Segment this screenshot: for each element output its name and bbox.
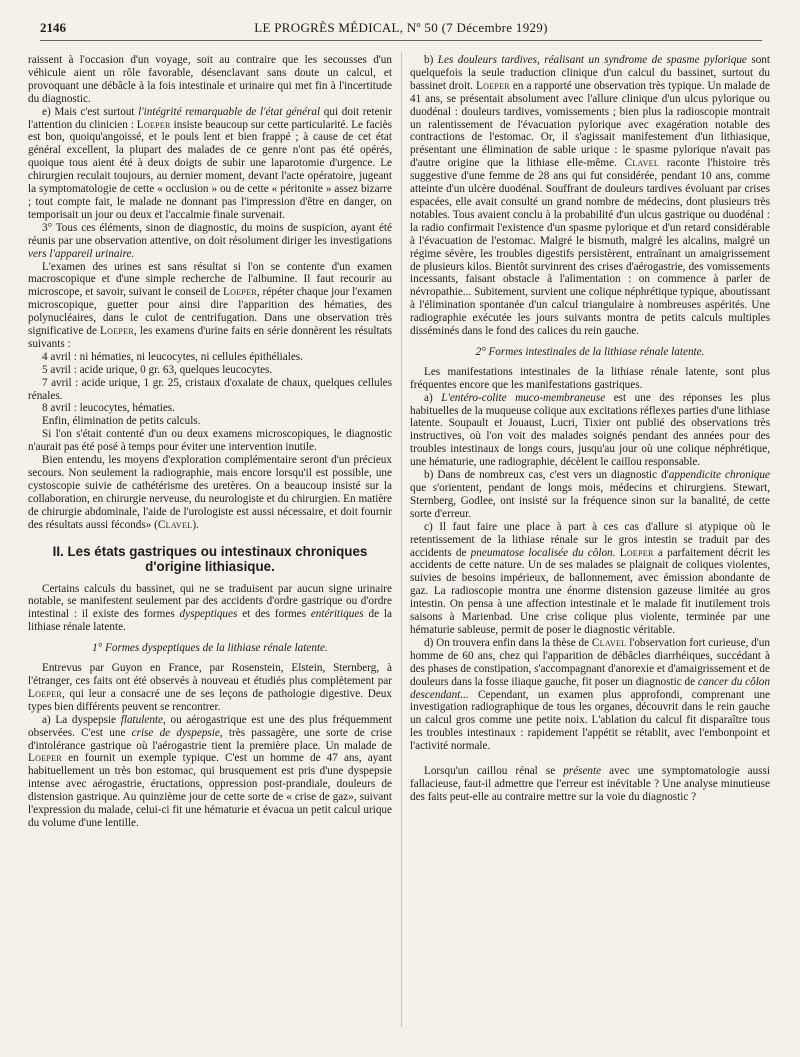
list-item: 5 avril : acide urique, 0 gr. 63, quelques leucocytes. [42,363,273,376]
list-item: 8 avril : leucocytes, hématies. [42,402,175,415]
paragraph: Si l'on s'était contenté d'un ou deux examens microscopiques, le diagnostic n'aurait pas été posé à temps pour éviter une intervention inutile. [28,428,392,454]
subsection-heading: 2° Formes intestinales de la lithiase rénale latente. [475,345,705,358]
list-item: Enfin, élimination de petits calculs. [42,415,201,428]
subsection-heading: 1° Formes dyspeptiques de la lithiase rénale latente. [92,642,328,655]
paragraph: Entrevus par Guyon en France, par Rosenstein, Elstein, Sternberg, à l'étranger, ces faits ont été observés à nouveau et étudiés plus complètement par Loeper, qui leur a consacré une de ses leçons de pathologie digestive. Deux types bien différents peuvent se rencontrer. [28,662,392,713]
paragraph: Lorsqu'un caillou rénal se présente avec une symptomatologie aussi fallacieuse, faut-il admettre que l'erreur est inévitable ? Une analyse minutieuse des faits peut-elle au contraire mettre sur la voie du diagnostic ? [410,765,770,803]
paragraph: Bien entendu, les moyens d'exploration complémentaire seront d'un précieux secours. Non seulement la radiographie, mais encore lorsqu'il est possible, une cystoscopie suivie de cathétérisme des uretères. On a beaucoup insisté sur la collaboration, en chirurgie nerveuse, du neurologiste et du chirurgien. En matière de chirurgie abdominale, l'aide de l'urologiste est aussi nécessaire, et doit fournir des résultats aussi féconds» (Clavel). [28,454,392,531]
paragraph: 3° Tous ces éléments, sinon de diagnostic, du moins de suspicion, ayant été réunis par une observation attentive, on doit résolument diriger les investigations vers l'appareil urinaire. [28,221,392,260]
running-title: LE PROGRÈS MÉDICAL, Nº 50 (7 Décembre 1929) [254,20,548,35]
list-item: 7 avril : acide urique, 1 gr. 25, cristaux d'oxalate de chaux, quelques cellules rénales. [28,376,392,402]
paragraph: b) Les douleurs tardives, réalisant un syndrome de spasme pylorique sont quelquefois la seule traduction clinique d'un calcul du bassinet, surtout du bassinet droit. Loeper en a rapporté une observation très typique. Un malade de 41 ans, se présentait absolument avec l'allure clinique d'un ulcus pylorique ou duodénal : douleurs tardives, vomissements ; bien plus la radioscopie montrait un ralentissement de l'évacuation pylorique avec exagération notable des contractions de l'estomac. Or, il s'agissait manifestement d'un lithiasique, présentant une élimination de sable urique : le spasme pylorique n'avait pas d'autre origine que la lithiase elle-même. Clavel raconte l'histoire très suggestive d'une femme de 28 ans qui fut considérée, pendant 10 ans, comme atteinte d'un ulcère duodénal. Souffrant de douleurs tardives évoluant par crises espacées, elle avait consulté un grand nombre de médecins, dont plusieurs très notables. Tous avaient conclu à la probabilité d'un ulcus gastrique ou duodénal : la radio confirmait l'existence d'un spasme pylorique et d'un retard considérable à l'évacuation de l'estomac. Malgré le bismuth, malgré les alcalins, malgré un régime sévère, les troubles digestifs persistèrent, entraînant un amaigrissement de plusieurs kilos. Bientôt survinrent des crises d'aérogastrie, des vomissements incessants, faisant obstacle à l'alimentation : on commence à parler de névropathie... Subitement, survient une colique néphrétique typique, aboutissant à l'élimination spontanée d'un calcul triangulaire à nombreuses aspérités. Une radiographie exécutée les jours suivants montra de petits calculs multiples disséminés dans le fond des calices du rein gauche. [410,54,770,338]
paragraph: c) Il faut faire une place à part à ces cas d'allure si atypique où le retentissement de la lithiase rénale sur le gros intestin se traduit par des accidents de pneumatose localisée du côlon. Loeper a parfaitement décrit les accidents de cette nature. Un de ses malades se plaignait de coliques violentes, suivies de besoins impérieux, de ballonnement, avec émission abondante de gaz. La radioscopie montra une énorme distension gazeuse limitée au gros intestin. On pensa à une affection intestinale et le malade fit inutilement trois saisons à Marienbad. Une crise colique plus violente, terminée par une hématurie sableuse, permit de poser le diagnostic véritable. [410,520,770,636]
spacer [410,753,770,765]
right-column [410,54,770,1044]
list-item: 4 avril : ni hématies, ni leucocytes, ni cellules épithéliales. [42,350,303,363]
column-divider [401,52,402,1027]
paragraph: a) La dyspepsie flatulente, ou aérogastrique est une des plus fréquemment observées. C'est une crise de dyspepsie, très passagère, une sorte de crise d'intolérance gastrique où l'aérogastrie tient la première place. Un malade de Loeper en fournit un exemple typique. C'est un homme de 47 ans, ayant habituellement un très bon estomac, qui brusquement est pris d'une dyspepsie intense avec aérogastrie, éructations, oppression post-prandiale, douleurs de distension gastrique. Au quinzième jour de cette sorte de « crise de gaz», suivant l'expression du malade, celui-ci fit une hématurie et évacua un petit calcul urique du volume d'une lentille. [28,713,392,829]
paragraph: e) Mais c'est surtout l'intégrité remarquable de l'état général qui doit retenir l'attention du clinicien : Loeper insiste beaucoup sur cette particularité. Le faciès est bon, quoiqu'angoissé, et le pouls lent et bien frappé ; à cause de cet état général excellent, la plupart des malades de ce genre n'ont pas été opérés, quoique tous aient été à deux doigts de subir une laparotomie d'urgence. Le chirurgien reculait toujours, au dernier moment, devant l'acte opératoire, jugeant la symptomatologie de cette « occlusion » ou de cette « péritonite » assez bizarre ; tout compte fait, le malade ne donnant pas l'impression d'être en danger, on temporisait un jour ou deux et l'accalmie finale survenait. [28,105,392,221]
paragraph: Les manifestations intestinales de la lithiase rénale latente, sont plus fréquentes encore que les manifestations gastriques. [410,365,770,391]
paragraph: Certains calculs du bassinet, qui ne se traduisent par aucun signe urinaire notable, se manifestent seulement par des accidents d'ordre gastrique ou d'ordre intestinal : il existe des formes dyspeptiques et des formes entéritiques de la lithiase rénale latente. [28,582,392,634]
paragraph: raissent à l'occasion d'un voyage, soit au contraire que les secousses d'un véhicule aient un rôle favorable, désenclavant sans doute un calcul, et provoquant une débâcle à la fois intestinale et urinaire qui met fin à l'incertitude du diagnostic. [28,54,392,105]
paragraph: a) L'entéro-colite muco-membraneuse est une des réponses les plus habituelles de la muqueuse colique aux excitations réflexes parties d'une lithiase latente. Soupault et Jouaust, Lucri, Tixier ont publié des observations très instructives, où l'on voit des malades soignés pendant des années pour des troubles intestinaux de longs cours, jusqu'au jour où une colique néphrétique, une hématurie, une radiographie, décèlent le caillou responsable. [410,391,770,469]
paragraph: b) Dans de nombreux cas, c'est vers un diagnostic d'appendicite chronique que s'orientent, pendant de longs mois, médecins et chirurgiens. Stewart, Sternberg, Godlee, ont insisté sur la fréquence sinon sur la banalité, de cette sorte d'erreur. [410,469,770,520]
page-header [40,18,762,41]
left-column [28,54,392,1044]
section-title: II. Les états gastriques ou intestinaux chroniques d'origine lithiasique. [52,543,368,574]
paragraph: L'examen des urines est sans résultat si l'on se contente d'un examen macroscopique et d'une simple recherche de l'albumine. Il faut recourir au microscope, et savoir, suivant le conseil de Loeper, répéter chaque jour l'examen microscopique, guetter pour ainsi dire l'apparition des hématies, des polynucléaires, dans le culot de centrifugation. Dans une observation très significative de Loeper, les examens d'urine faits en série donnèrent les résultats suivants : [28,260,392,350]
page-number: 2146 [40,20,66,35]
paragraph: d) On trouvera enfin dans la thèse de Clavel l'observation fort curieuse, d'un homme de 60 ans, chez qui l'apparition de débâcles diarrhéiques, succédant à des phases de constipation, s'accompagnant d'anorexie et d'amaigrissement et de douleurs dans la fosse iliaque gauche, fit poser un diagnostic de cancer du côlon descendant... Cependant, un examen plus approfondi, comprenant une investigation radiographique de tous les organes, découvrit dans le rein gauche un calcul gros comme une petite noix. L'ablation du calcul fit disparaître tous les troubles intestinaux : rapidement l'appétit se rétablit, avec l'embonpoint et l'activité normale. [410,636,770,753]
